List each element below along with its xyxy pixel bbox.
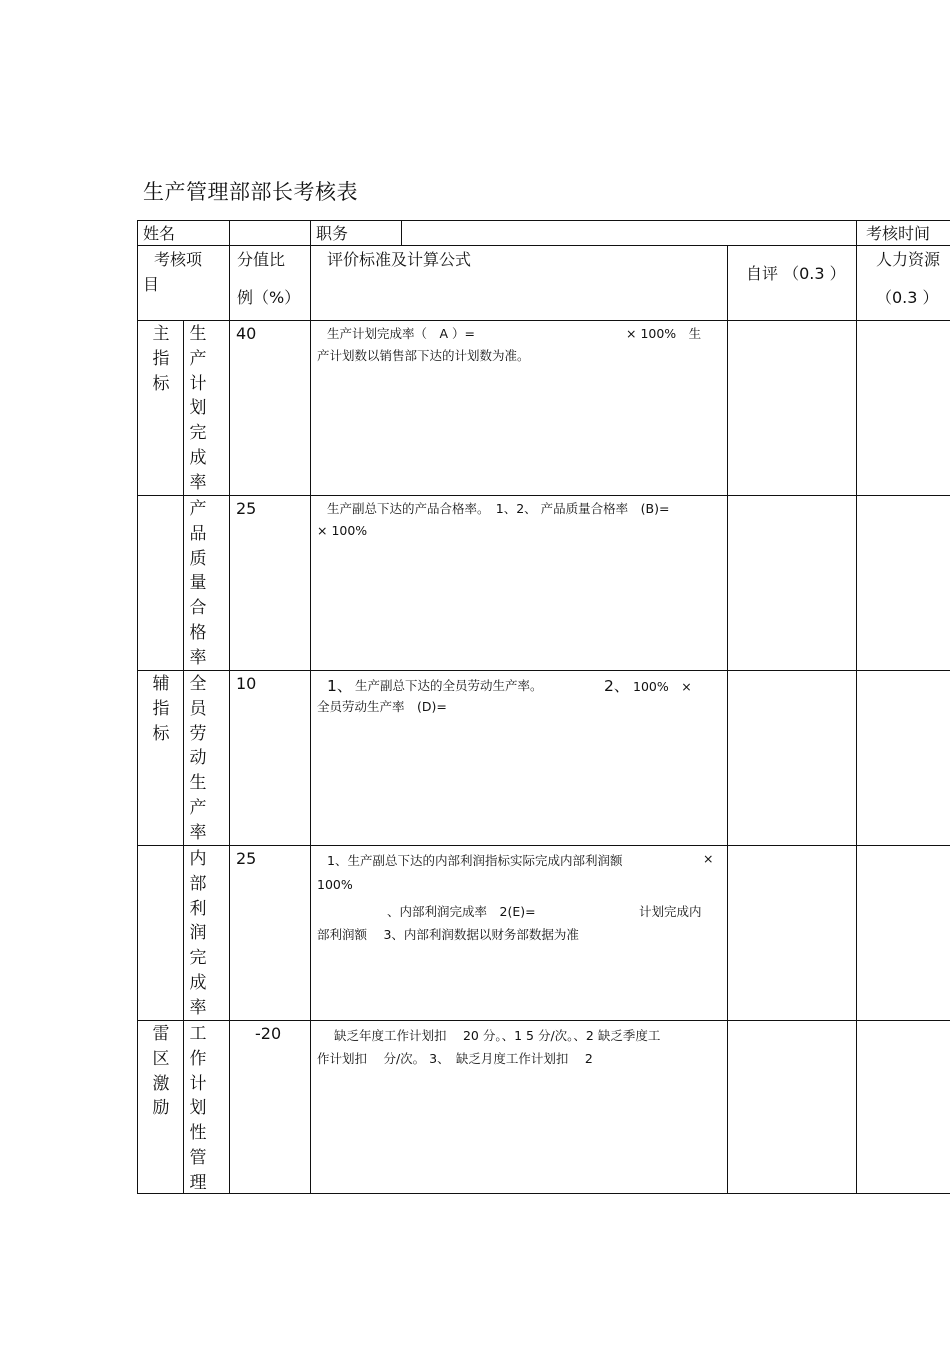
weight-label-cont: 例（%） bbox=[237, 288, 301, 307]
table-rule bbox=[856, 220, 857, 1194]
weight-value: 40 bbox=[236, 324, 257, 343]
table-rule bbox=[727, 245, 728, 1194]
table-rule bbox=[137, 670, 950, 671]
table-rule bbox=[137, 495, 950, 496]
weight-value: 25 bbox=[236, 499, 257, 518]
period-label: 考核时间 bbox=[866, 224, 931, 243]
table-border-bottom bbox=[137, 1193, 950, 1194]
criteria-text: 生产计划完成率（ A ）= bbox=[327, 326, 475, 341]
criteria-text: 计划完成内 bbox=[639, 904, 702, 919]
criteria-text: 生产副总下达的产品合格率。 1、2、 产品质量合格率 (B)= bbox=[327, 501, 670, 516]
criteria-text: 100% × bbox=[633, 679, 692, 694]
criteria-text: 部利润额 3、内部利润数据以财务部数据为准 bbox=[317, 927, 579, 942]
position-label: 职务 bbox=[316, 224, 349, 243]
item-label-cell: 工作计划性管理 bbox=[189, 1024, 207, 1193]
criteria-label: 评价标准及计算公式 bbox=[327, 250, 472, 269]
table-rule bbox=[137, 320, 950, 321]
weight-value: -20 bbox=[255, 1024, 282, 1043]
name-label: 姓名 bbox=[143, 224, 176, 243]
table-rule bbox=[229, 220, 230, 1194]
criteria-text: 全员劳动生产率 (D)= bbox=[317, 699, 447, 714]
item-label-cell: 生产计划完成率 bbox=[189, 324, 207, 493]
criteria-text: 1、生产副总下达的内部利润指标实际完成内部利润额 bbox=[327, 853, 623, 868]
category-label: 雷区激励 bbox=[152, 1024, 170, 1119]
criteria-text: 2、 bbox=[604, 677, 630, 695]
weight-label: 分值比 bbox=[237, 250, 286, 269]
item-label-cell: 产品质量合格率 bbox=[189, 499, 207, 668]
criteria-text: 作计划扣 分/次。 3、 缺乏月度工作计划扣 2 bbox=[317, 1051, 593, 1066]
hr-eval-label-cont: （0.3 ） bbox=[876, 288, 939, 307]
weight-value: 10 bbox=[236, 674, 257, 693]
criteria-text: × 100% bbox=[317, 523, 368, 538]
criteria-text: × bbox=[703, 851, 714, 866]
weight-value: 25 bbox=[236, 849, 257, 868]
table-rule bbox=[401, 220, 402, 246]
criteria-text: 、内部利润完成率 2(E)= bbox=[387, 904, 536, 919]
form-title: 生产管理部部长考核表 bbox=[143, 180, 358, 204]
category-label: 辅指标 bbox=[152, 674, 170, 744]
table-rule bbox=[183, 320, 184, 1194]
self-eval-label: 自评 （0.3 ） bbox=[746, 264, 846, 283]
criteria-text: 1、 bbox=[327, 677, 353, 695]
table-rule bbox=[137, 845, 950, 846]
item-label-cell: 全员劳动生产率 bbox=[189, 674, 207, 843]
category-label: 主指标 bbox=[152, 324, 170, 394]
criteria-text: 产计划数以销售部下达的计划数为准。 bbox=[317, 348, 530, 363]
criteria-text: 生产副总下达的全员劳动生产率。 bbox=[355, 678, 543, 693]
hr-eval-label: 人力资源 bbox=[876, 250, 941, 269]
criteria-text: 100% bbox=[317, 877, 353, 892]
table-rule bbox=[137, 245, 950, 246]
table-border-left bbox=[137, 220, 138, 1194]
item-label: 考核项 bbox=[154, 250, 203, 269]
table-rule bbox=[310, 220, 311, 1194]
criteria-text: 缺乏年度工作计划扣 20 分。、1 5 分/次。、2 缺乏季度工 bbox=[334, 1028, 661, 1043]
item-label-cell: 内部利润完成率 bbox=[189, 849, 207, 1018]
table-border-top bbox=[137, 220, 950, 221]
item-label-cont: 目 bbox=[143, 275, 160, 294]
criteria-text: × 100% 生 bbox=[626, 326, 702, 341]
table-rule bbox=[137, 1020, 950, 1021]
